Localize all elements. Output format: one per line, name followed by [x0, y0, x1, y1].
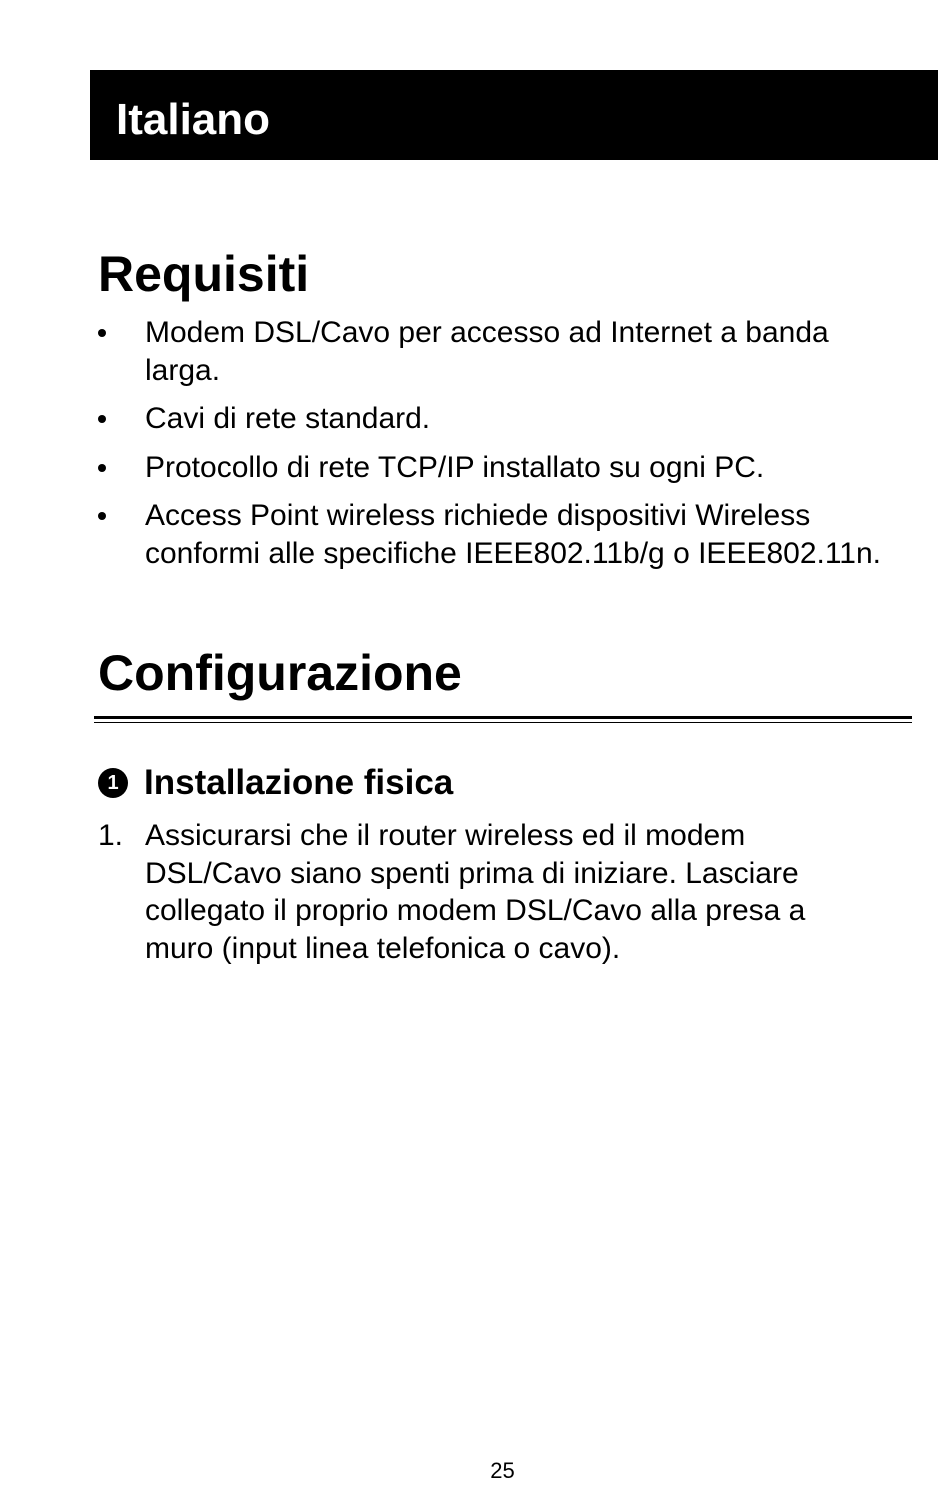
bullet-icon	[98, 512, 106, 520]
list-item-text: Modem DSL/Cavo per accesso ad Internet a banda larga.	[145, 316, 829, 387]
language-banner	[90, 70, 938, 160]
list-item	[98, 449, 898, 487]
requirements-list	[98, 314, 898, 583]
list-item	[98, 400, 898, 438]
step-number: 1.	[98, 819, 124, 852]
list-item	[98, 314, 898, 389]
page-number: 25	[490, 1458, 515, 1483]
steps-list	[98, 817, 878, 967]
step-item	[98, 817, 878, 967]
number-circle-icon: 1	[98, 768, 128, 798]
configuration-title: Configurazione	[98, 645, 462, 701]
bullet-icon	[98, 464, 106, 472]
list-item-text: Cavi di rete standard.	[145, 402, 431, 435]
bullet-icon	[98, 329, 106, 337]
list-item-text: Protocollo di rete TCP/IP installato su ogni PC.	[145, 450, 765, 484]
section-heading-text: Installazione fisica	[144, 763, 454, 802]
list-item	[98, 497, 898, 572]
section-heading	[98, 762, 453, 804]
section-divider	[94, 716, 912, 719]
requirements-title: Requisiti	[98, 246, 310, 302]
list-item-text: Access Point wireless richiede dispositivi Wireless conformi alle specifiche IEEE802.11b/g o IEEE802.11n.	[145, 499, 882, 570]
step-text: Assicurarsi che il router wireless ed il modem DSL/Cavo siano spenti prima di iniziare. Lasciare collegato il proprio modem DSL/Cavo alla presa a muro (input linea telefonica o cavo).	[145, 819, 806, 965]
language-label: Italiano	[116, 95, 271, 144]
section-divider-thin	[94, 722, 912, 723]
bullet-icon	[98, 415, 106, 423]
